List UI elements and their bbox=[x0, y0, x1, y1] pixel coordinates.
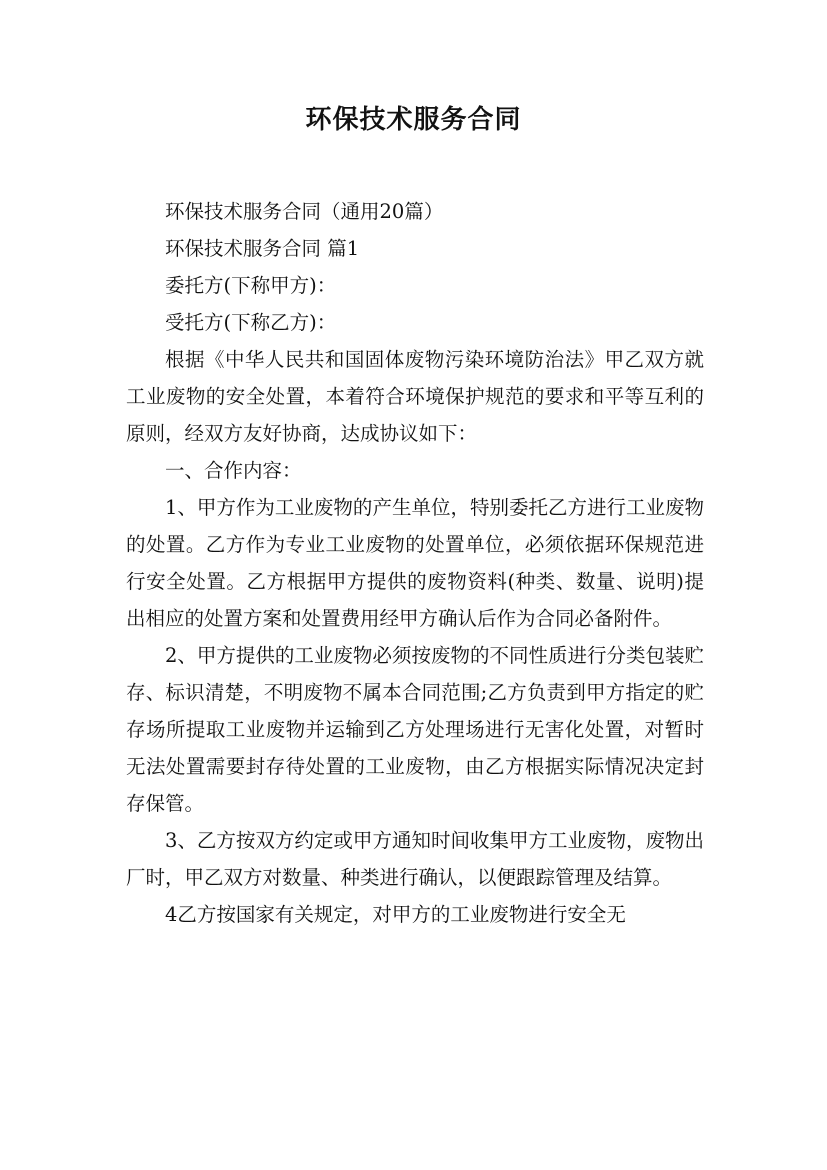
paragraph-clause-3: 3、乙方按双方约定或甲方通知时间收集甲方工业废物，废物出厂时，甲乙双方对数量、种类进行确认，以便跟踪管理及结算。 bbox=[126, 829, 704, 889]
paragraph-section-heading: 环保技术服务合同 篇1 bbox=[165, 237, 360, 260]
document-title: 环保技术服务合同 bbox=[305, 105, 522, 135]
paragraph-heading-cooperation: 一、合作内容： bbox=[165, 459, 302, 482]
paragraph-clause-2: 2、甲方提供的工业废物必须按废物的不同性质进行分类包装贮存、标识清楚，不明废物不属本合同范围;乙方负责到甲方指定的贮存场所提取工业废物并运输到乙方处理场进行无害化处置，对暂时无法处置需要封存待处置的工业废物，由乙方根据实际情况决定封存保管。 bbox=[126, 644, 704, 815]
paragraph-party-b: 受托方(下称乙方)： bbox=[165, 311, 337, 334]
paragraph-party-a: 委托方(下称甲方)： bbox=[165, 274, 337, 297]
paragraph-clause-4: 4乙方按国家有关规定，对甲方的工业废物进行安全无 bbox=[165, 903, 626, 926]
paragraph-preamble: 根据《中华人民共和国固体废物污染环境防治法》甲乙双方就工业废物的安全处置，本着符合环境保护规范的要求和平等互利的原则，经双方友好协商，达成协议如下： bbox=[126, 348, 704, 445]
paragraph-subtitle: 环保技术服务合同（通用20篇） bbox=[165, 200, 444, 223]
paragraph-clause-1: 1、甲方作为工业废物的产生单位，特别委托乙方进行工业废物的处置。乙方作为专业工业废物的处置单位，必须依据环保规范进行安全处置。乙方根据甲方提供的废物资料(种类、数量、说明)提出相应的处置方案和处置费用经甲方确认后作为合同必备附件。 bbox=[126, 496, 704, 630]
document-body bbox=[126, 193, 704, 933]
